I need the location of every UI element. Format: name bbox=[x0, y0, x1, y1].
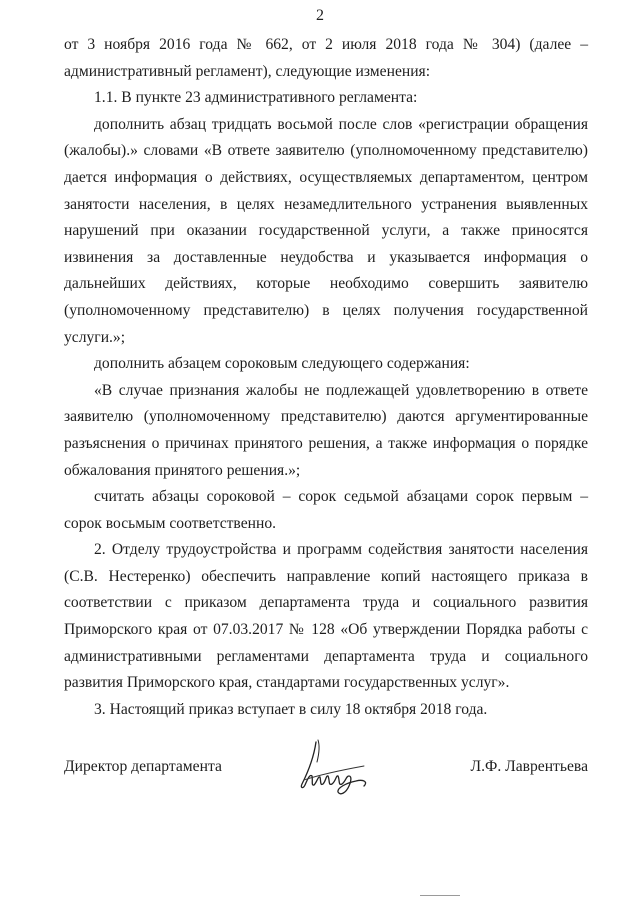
paragraph-add-40-intro: дополнить абзацем сороковым следующего содержания: bbox=[94, 355, 470, 373]
signatory-name: Л.Ф. Лаврентьева bbox=[470, 758, 588, 775]
paragraph-point-2: 2. Отделу трудоустройства и программ содействия занятости населения (С.В. Нестеренко) обеспечить направление копий настоящего приказа в соответствии с приказом департамента труда и социального развития Приморского края от 07.03.2017 № 128 «Об утверждении Порядка работы с административными регламентами департамента труда и социального развития Приморского края, стандартами государственных услуг». bbox=[64, 541, 588, 692]
paragraph-renumber: считать абзацы сороковой – сорок седьмой абзацами сорок первым – сорок восьмым соответственно. bbox=[64, 488, 588, 532]
paragraph-point-1-1: 1.1. В пункте 23 административного регламента: bbox=[94, 89, 418, 107]
signature-block bbox=[64, 758, 588, 798]
paragraph-point-3: 3. Настоящий приказ вступает в силу 18 октября 2018 года. bbox=[94, 700, 488, 718]
paragraph-add-40-text: «В случае признания жалобы не подлежащей удовлетворению в ответе заявителю (уполномоченному представителю) даются аргументированные разъяснения о причинах принятого решения, а также информация о порядке обжалования принятого решения.»; bbox=[64, 381, 588, 479]
page-number: 2 bbox=[316, 7, 324, 24]
handwritten-signature bbox=[294, 736, 380, 800]
document-body bbox=[64, 32, 588, 723]
signatory-title: Директор департамента bbox=[64, 758, 222, 775]
scan-mark bbox=[420, 895, 460, 897]
paragraph-continuation: от 3 ноября 2016 года № 662, от 2 июля 2018 года № 304) (далее – административный регламент), следующие изменения: bbox=[64, 36, 588, 80]
paragraph-amend-38: дополнить абзац тридцать восьмой после слов «регистрации обращения (жалобы).» словами «В ответе заявителю (уполномоченному представителю) дается информация о действиях, осуществляемых департаментом, центром занятости населения, в целях незамедлительного устранения выявленных нарушений при оказании государственной услуги, а также приносятся извинения за доставленные неудобства и указывается информация о дальнейших действиях, которые необходимо совершить заявителю (уполномоченному представителю) в целях получения государственной услуги.»; bbox=[64, 115, 588, 346]
